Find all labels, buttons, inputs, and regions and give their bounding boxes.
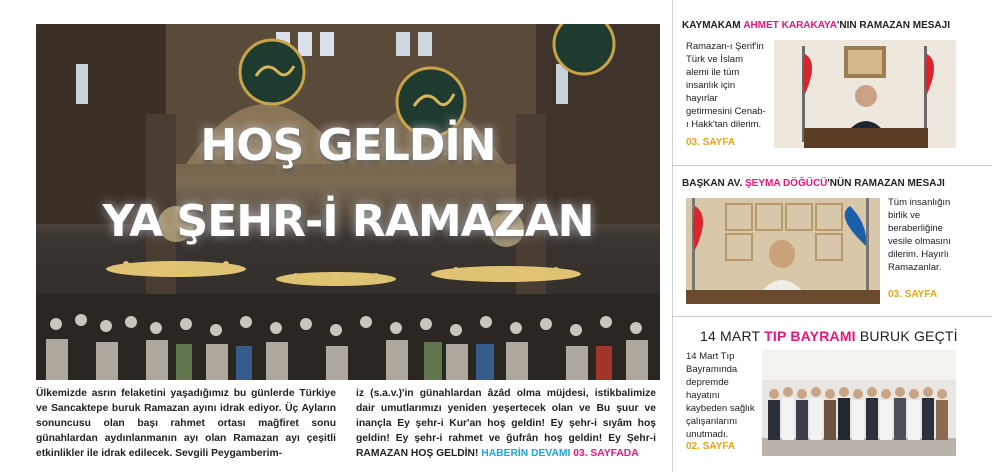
section2-title-name: ŞEYMA DÖĞÜCÜ bbox=[744, 178, 828, 189]
section1-title bbox=[682, 20, 950, 31]
section3-title bbox=[700, 328, 958, 344]
section2-text: Tüm insanlığın birlik ve beraberliğine vesile olmasını dilerim. Hayırlı Ramazanlar. bbox=[888, 197, 951, 273]
section1-text: Ramazan-ı Şerif'in Türk ve İslam alemi ile tüm insanlık için hayırlar getirmesini Cenab-ı Hakk'tan dilerim. bbox=[686, 41, 766, 130]
section1-title-pre: KAYMAKAM bbox=[682, 20, 744, 31]
section3-title-name: TIP BAYRAMI bbox=[764, 328, 856, 344]
section2-title-pre: BAŞKAN AV. bbox=[682, 178, 745, 189]
calligraphy-medallion bbox=[554, 24, 614, 74]
headline-line-2: YA ŞEHR-İ RAMAZAN bbox=[102, 196, 594, 247]
baskan-photo bbox=[686, 198, 880, 304]
section2-page: 03. SAYFA bbox=[888, 289, 938, 300]
column-divider bbox=[672, 0, 673, 472]
tip-bayrami-group-photo bbox=[762, 350, 956, 456]
section1-title-name: AHMET KARAKAYA bbox=[743, 20, 838, 31]
section-divider bbox=[672, 316, 992, 317]
section3-title-post: BURUK GEÇTİ bbox=[855, 328, 958, 344]
read-more-link[interactable]: HABERİN DEVAMI bbox=[481, 448, 571, 459]
kaymakam-photo bbox=[774, 40, 956, 148]
section3-text: 14 Mart Tıp Bayramında depremde hayatını kaybeden sağlık çalışanlarını unutmadı. bbox=[686, 351, 755, 440]
section2-title-post: 'NÜN RAMAZAN MESAJI bbox=[827, 178, 945, 189]
lead-text-column-1: Ülkemizde asrın felaketini yaşadığımız bu günlerde Türkiye ve Sancaktepe buruk Ramazan ayını idrak ediyor. Üç Ayların sonuncusu olan başı rahmet ortası mağfiret sonu günahlardan aydınlanmanın ayı olan Ramazan ayı çeşitli etkinlikler ile idrak edilecek. Sevgili Peygamberim- bbox=[36, 388, 336, 459]
calligraphy-medallion bbox=[240, 40, 304, 104]
read-more-page: 03. SAYFADA bbox=[573, 448, 639, 459]
section-divider bbox=[672, 165, 992, 166]
section1-title-post: 'NIN RAMAZAN MESAJI bbox=[837, 20, 950, 31]
hero-photo bbox=[36, 24, 660, 380]
headline-line-1: HOŞ GELDİN bbox=[200, 120, 496, 171]
section1-page: 03. SAYFA bbox=[686, 137, 736, 148]
section3-title-pre: 14 MART bbox=[700, 328, 765, 344]
lead-text-column-2-body: iz (s.a.v.)'in günahlardan âzâd olma müjdesi, istikbalimize dair umutlarımızı yeniden yeşertecek olan ve Bu şuur ve inançla Ey şehr-i Kur'an hoş geldin! Ey şehr-i sıyâm hoş geldin! Ey şehr-i rahmet ve ğufrân hoş geldin! Ey Şehr-i RAMAZAN HOŞ GELDİN! bbox=[356, 388, 656, 459]
section2-title bbox=[682, 178, 945, 189]
section3-page: 02. SAYFA bbox=[686, 441, 736, 452]
lead-text-column-2 bbox=[356, 386, 656, 461]
